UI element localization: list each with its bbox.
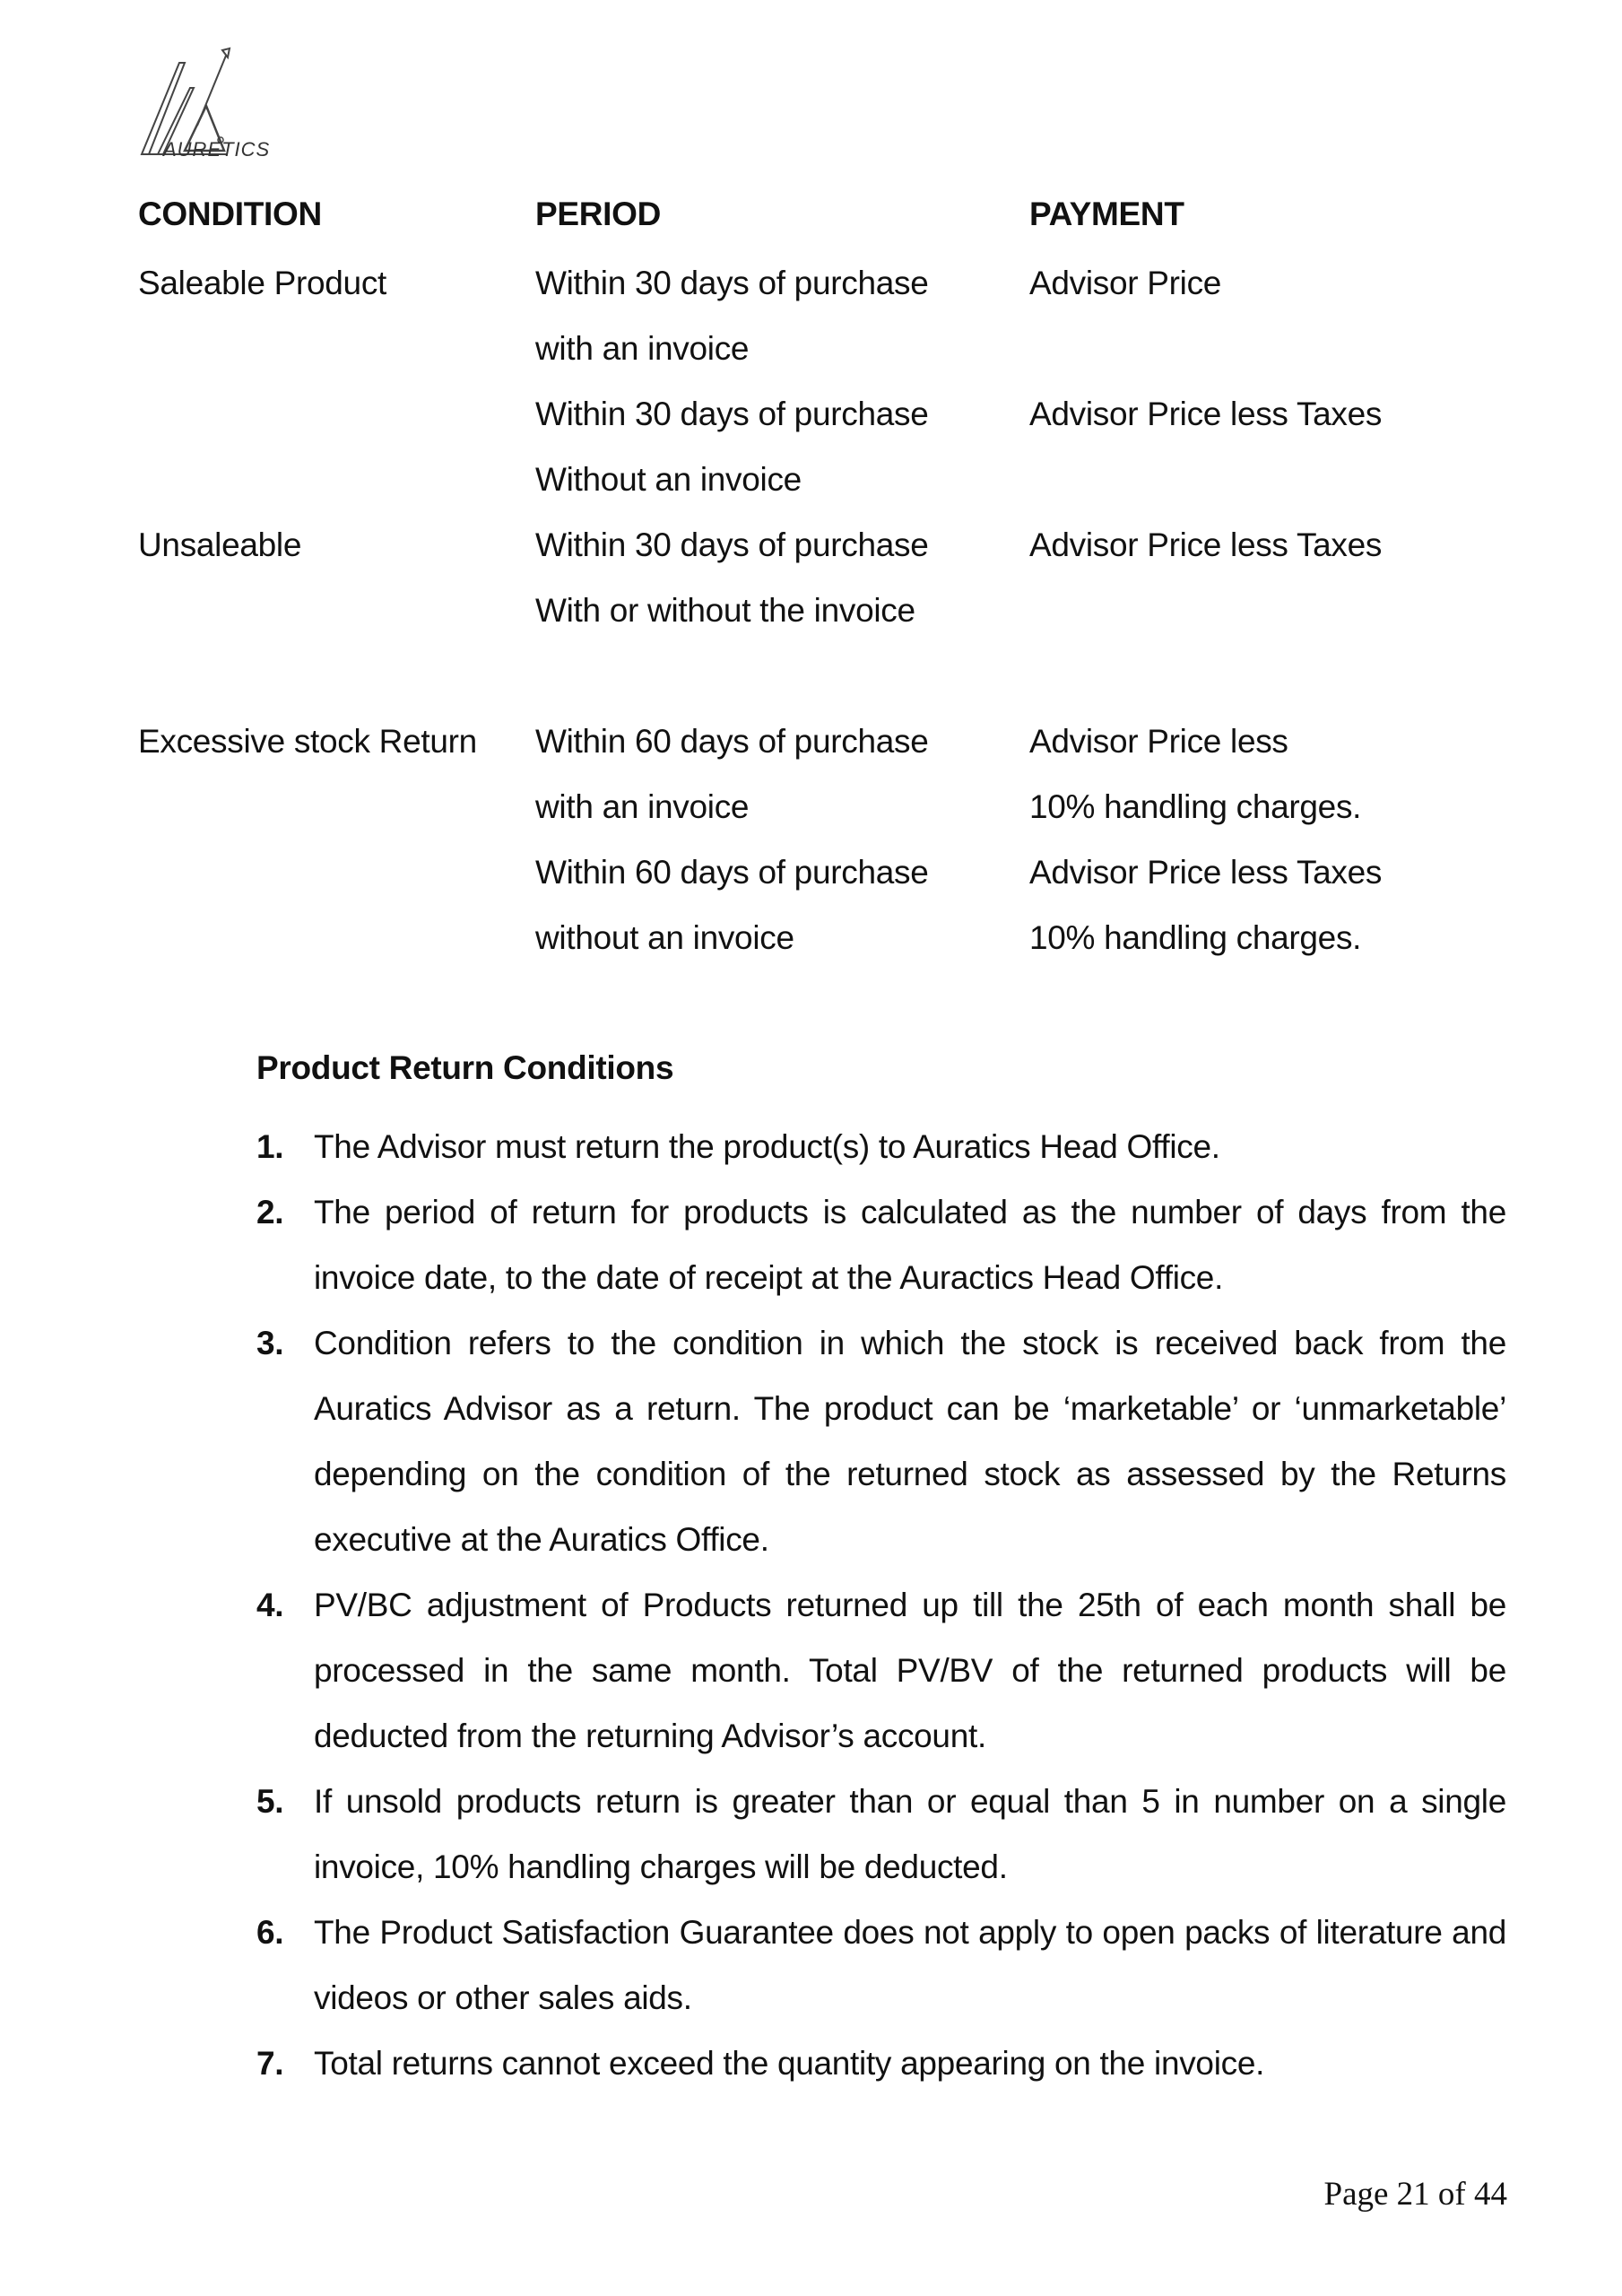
list-item-number: 6.: [256, 1914, 284, 1951]
list-item-text: If unsold products return is greater than or equal than 5 in number on a single invoice, 10% handling charges will be deducted.: [314, 1783, 1506, 1885]
row-4-payment-line-1: Advisor Price less: [1029, 723, 1288, 760]
row-5-period-line-1: Within 60 days of purchase: [535, 854, 929, 891]
row-1-condition: Saleable Product: [138, 265, 386, 301]
row-5-payment-line-2: 10% handling charges.: [1029, 919, 1362, 956]
list-item-text: The period of return for products is calculated as the number of days from the invoice date, to the date of receipt at the Auractics Head Office.: [314, 1194, 1506, 1296]
header-condition: CONDITION: [138, 196, 322, 232]
list-item: [256, 1114, 1506, 1179]
list-item-number: 2.: [256, 1194, 284, 1231]
row-1-payment-line-1: Advisor Price: [1029, 265, 1222, 301]
row-5-period-line-2: without an invoice: [535, 919, 794, 956]
list-item: [256, 1572, 1506, 1769]
list-item-text: Condition refers to the condition in which the stock is received back from the Auratics Advisor as a return. The product can be ‘marketable’ or ‘unmarketable’ depending on the condition of the returned stock as assessed by the Returns executive at the Auratics Office.: [314, 1325, 1506, 1558]
row-3-period-line-1: Within 30 days of purchase: [535, 526, 929, 563]
header-period: PERIOD: [535, 196, 662, 232]
row-4-payment-line-2: 10% handling charges.: [1029, 788, 1362, 825]
list-item: [256, 1769, 1506, 1900]
list-item-text: PV/BC adjustment of Products returned up till the 25th of each month shall be processed in the same month. Total PV/BV of the returned products will be deducted from the returning Advisor’s account.: [314, 1587, 1506, 1754]
list-item: [256, 2031, 1506, 2096]
row-2-period-line-1: Within 30 days of purchase: [535, 396, 929, 432]
list-item-number: 3.: [256, 1325, 284, 1361]
header-payment: PAYMENT: [1029, 196, 1184, 232]
list-item-number: 7.: [256, 2045, 284, 2082]
row-1-period-line-2: with an invoice: [535, 330, 750, 367]
logo-text: AURETICS: [163, 138, 271, 161]
list-item: [256, 1179, 1506, 1310]
row-3-condition: Unsaleable: [138, 526, 302, 563]
list-item: [256, 1310, 1506, 1572]
list-item-text: The Product Satisfaction Guarantee does not apply to open packs of literature and videos or other sales aids.: [314, 1914, 1506, 2016]
row-3-payment-line-1: Advisor Price less Taxes: [1029, 526, 1383, 563]
list-item-text: Total returns cannot exceed the quantity appearing on the invoice.: [314, 2045, 1265, 2082]
section-title: Product Return Conditions: [256, 1049, 674, 1086]
list-item-number: 1.: [256, 1128, 284, 1165]
conditions-list: [256, 1114, 1506, 2096]
list-item-text: The Advisor must return the product(s) to Auratics Head Office.: [314, 1128, 1220, 1165]
list-item: [256, 1900, 1506, 2031]
list-item-number: 4.: [256, 1587, 284, 1623]
row-5-payment-line-1: Advisor Price less Taxes: [1029, 854, 1383, 891]
row-1-period-line-1: Within 30 days of purchase: [535, 265, 929, 301]
row-3-period-line-2: With or without the invoice: [535, 592, 915, 629]
row-2-payment-line-1: Advisor Price less Taxes: [1029, 396, 1383, 432]
list-item-number: 5.: [256, 1783, 284, 1820]
row-4-condition: Excessive stock Return: [138, 723, 477, 760]
row-4-period-line-2: with an invoice: [535, 788, 750, 825]
page-number: Page 21 of 44: [1323, 2176, 1507, 2213]
row-2-period-line-2: Without an invoice: [535, 461, 802, 498]
row-4-period-line-1: Within 60 days of purchase: [535, 723, 929, 760]
